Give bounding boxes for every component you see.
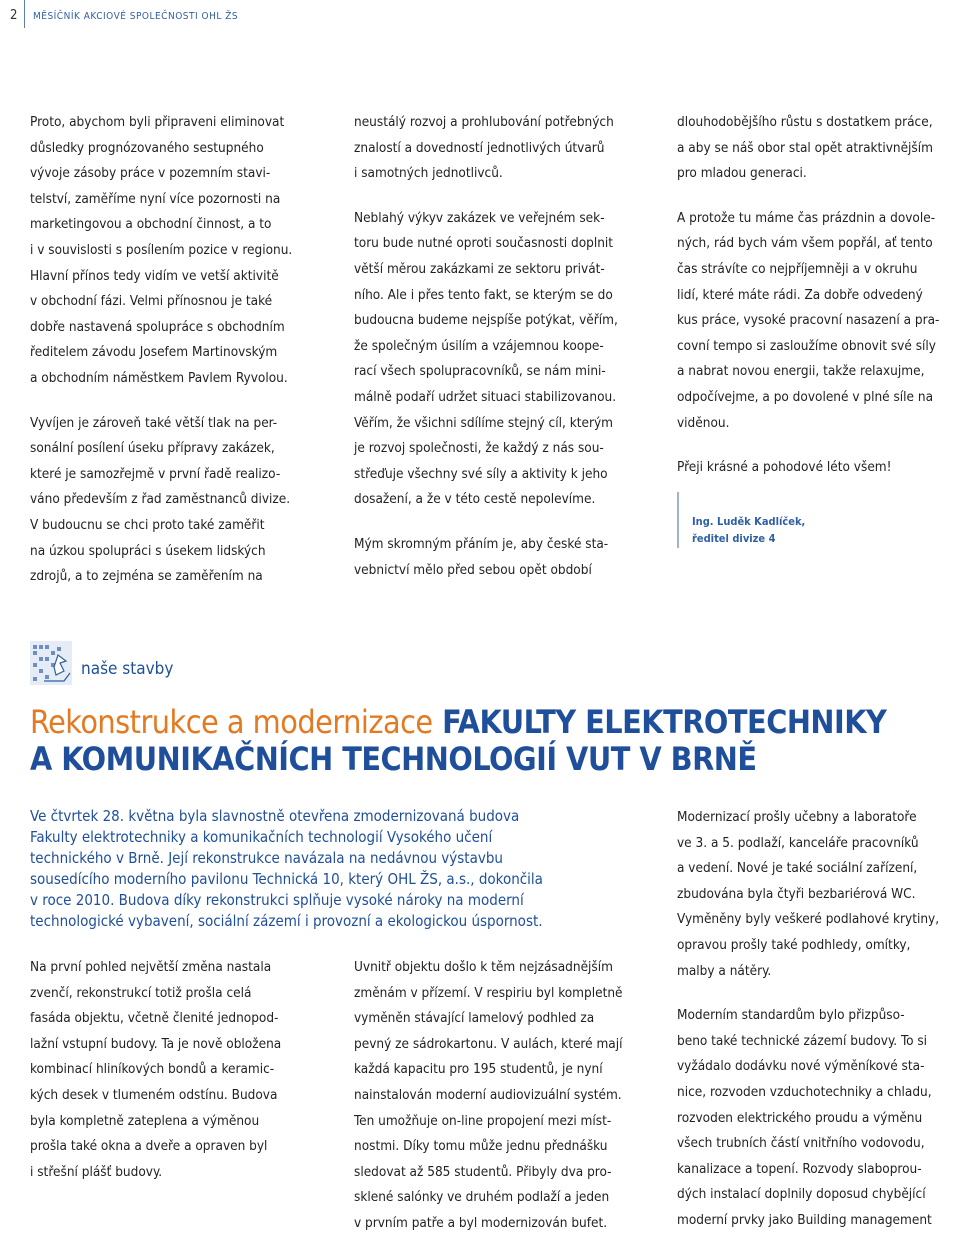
- article2-column-2: [354, 955, 669, 1237]
- page-number: 2: [10, 8, 18, 23]
- paragraph: Moderním standardům bylo přizpůso- beno také technické zázemí budovy. To si vyžádalo dodávku nové výměníkové sta- nice, rozvoden vzduchotechniky a chladu, rozvoden elektrického proudu a výměnu všech trubních částí vnitřního vodovodu, kanalizace a topení. Rozvody slaboprou- dých instalací doplnily doposud chybějící moderní prvky jako Building management: [677, 1007, 932, 1228]
- article1-column-3: [677, 110, 960, 481]
- headline-line-2: A KOMUNIKAČNÍCH TECHNOLOGIÍ VUT V BRNĚ: [30, 740, 757, 778]
- paragraph: Mým skromným přáním je, aby české sta- vebnictví mělo před sebou opět období: [354, 535, 609, 578]
- header-divider: [24, 0, 25, 28]
- paragraph: Neblahý výkyv zakázek ve veřejném sek- toru bude nutné oproti současnosti doplnit větší měrou zakázkami ze sektoru privát- ního. Ale i přes tento fakt, se kterým se do budoucna budeme nejspíše potýkat, věřím, že společným úsilím a vzájemnou koope- rací všech spolupracovníků, se nám mini- málně podaří udržet situaci stabilizovanou. Věřím, že všichni sdílíme stejný cíl, kterým je rozvoj společnosti, že každý z nás sou- střeďuje všechny své síly a aktivity k jeho dosažení, a že v této cestě nepolevíme.: [354, 209, 618, 508]
- signature-bar: [677, 492, 679, 548]
- article1-column-2: [354, 110, 669, 583]
- article2-column-3: [677, 805, 960, 1234]
- headline-part-1: Rekonstrukce a modernizace: [30, 703, 433, 741]
- paragraph: Vyvíjen je zároveň také větší tlak na per- sonální posílení úseku přípravy zakázek, které je samozřejmě v první řadě realizo- váno především z řad zaměstnanců divize. V budoucnu se chci proto také zaměřit na úzkou spolupráci s úsekem lidských zdrojů, a to zejména se zaměřením na: [30, 414, 291, 585]
- section-label: naše stavby: [81, 659, 174, 679]
- running-title: MĚSÍČNÍK AKCIOVÉ SPOLEČNOSTI OHL ŽS: [33, 11, 239, 22]
- article2-column-1: [30, 955, 345, 1185]
- paragraph: Na první pohled největší změna nastala zvenčí, rekonstrukcí totiž prošla celá fasáda objektu, včetně členité jednopod- lažní vstupní budovy. Ta je nově obložena kombinací hliníkových bondů a keramic- kých desek v tlumeném odstínu. Budova byla kompletně zateplena a výměnou prošla také okna a dveře a opraven byl i střešní plášť budovy.: [30, 959, 282, 1180]
- article-headline: [30, 704, 886, 778]
- paragraph: Uvnitř objektu došlo k těm nejzásadnějším změnám v přízemí. V respiriu byl kompletně vyměněn stávající lamelový podhled za pevný ze sádrokartonu. V aulách, které mají každá kapacitu pro 195 studentů, je nyní nainstalován moderní audiovizuální systém. Ten umožňuje on-line propojení mezi míst- nostmi. Díky tomu může jednu přednášku sledovat až 585 studentů. Přibyly dva pro- sklené salónky ve druhém podlaží a jeden v prvním patře a byl modernizován bufet.: [354, 959, 623, 1231]
- signature: Ing. Luděk Kadlíček, ředitel divize 4: [692, 515, 806, 545]
- paragraph: Proto, abychom byli připraveni eliminovat důsledky prognózovaného sestupného vývoje zásoby práce v pozemním stavi- telství, zaměříme nyní více pozornosti na marketingovou a obchodní činnost, a to i v souvislosti s posílením pozice v regionu. Hlavní přínos tedy vidím ve vetší aktivitě v obchodní fázi. Velmi přínosnou je také dobře nastavená spolupráce s obchodním ředitelem závodu Josefem Martinovským a obchodním náměstkem Pavlem Ryvolou.: [30, 114, 293, 386]
- section-logo-icon: [30, 641, 72, 685]
- headline-part-2: FAKULTY ELEKTROTECHNIKY: [442, 703, 887, 741]
- paragraph: Modernizací prošly učebny a laboratoře ve 3. a 5. podlaží, kanceláře pracovníků a vedení. Nové je také sociální zařízení, zbudována byla čtyři bezbariérová WC. Vyměněny byly veškeré podlahové krytiny, opravou prošly také podhledy, omítky, malby a nátěry.: [677, 809, 940, 979]
- paragraph: neustálý rozvoj a prohlubování potřebných znalostí a dovedností jednotlivých útvarů i samotných jednotlivců.: [354, 114, 614, 182]
- paragraph: Přeji krásné a pohodové léto všem!: [677, 459, 892, 476]
- paragraph: dlouhodobějšího růstu s dostatkem práce, a aby se náš obor stal opět atraktivnějším pro mladou generaci.: [677, 114, 933, 182]
- article-lead: Ve čtvrtek 28. května byla slavnostně otevřena zmodernizovaná budova Fakulty elektrotechniky a komunikačních technologií Vysokého učení technického v Brně. Její rekonstrukce navázala na nedávnou výstavbu sousedícího moderního pavilonu Technická 10, který OHL ŽS, a.s., dokončila v roce 2010. Budova díky rekonstrukci splňuje vysoké nároky na moderní technologické vybavení, sociální zázemí i provozní a ekologickou úspornost.: [30, 807, 543, 930]
- article1-column-1: [30, 110, 345, 590]
- paragraph: A protože tu máme čas prázdnin a dovole- ných, rád bych vám všem popřál, ať tento čas strávíte co nejpříjemněji a v okruhu lidí, které máte rádi. Za dobře odvedený kus práce, vysoké pracovní nasazení a pra- covní tempo si zasloužíme obnovit své síly a nabrat novou energii, takže relaxujme, odpočívejme, a po dovolené v plné síle na viděnou.: [677, 209, 940, 431]
